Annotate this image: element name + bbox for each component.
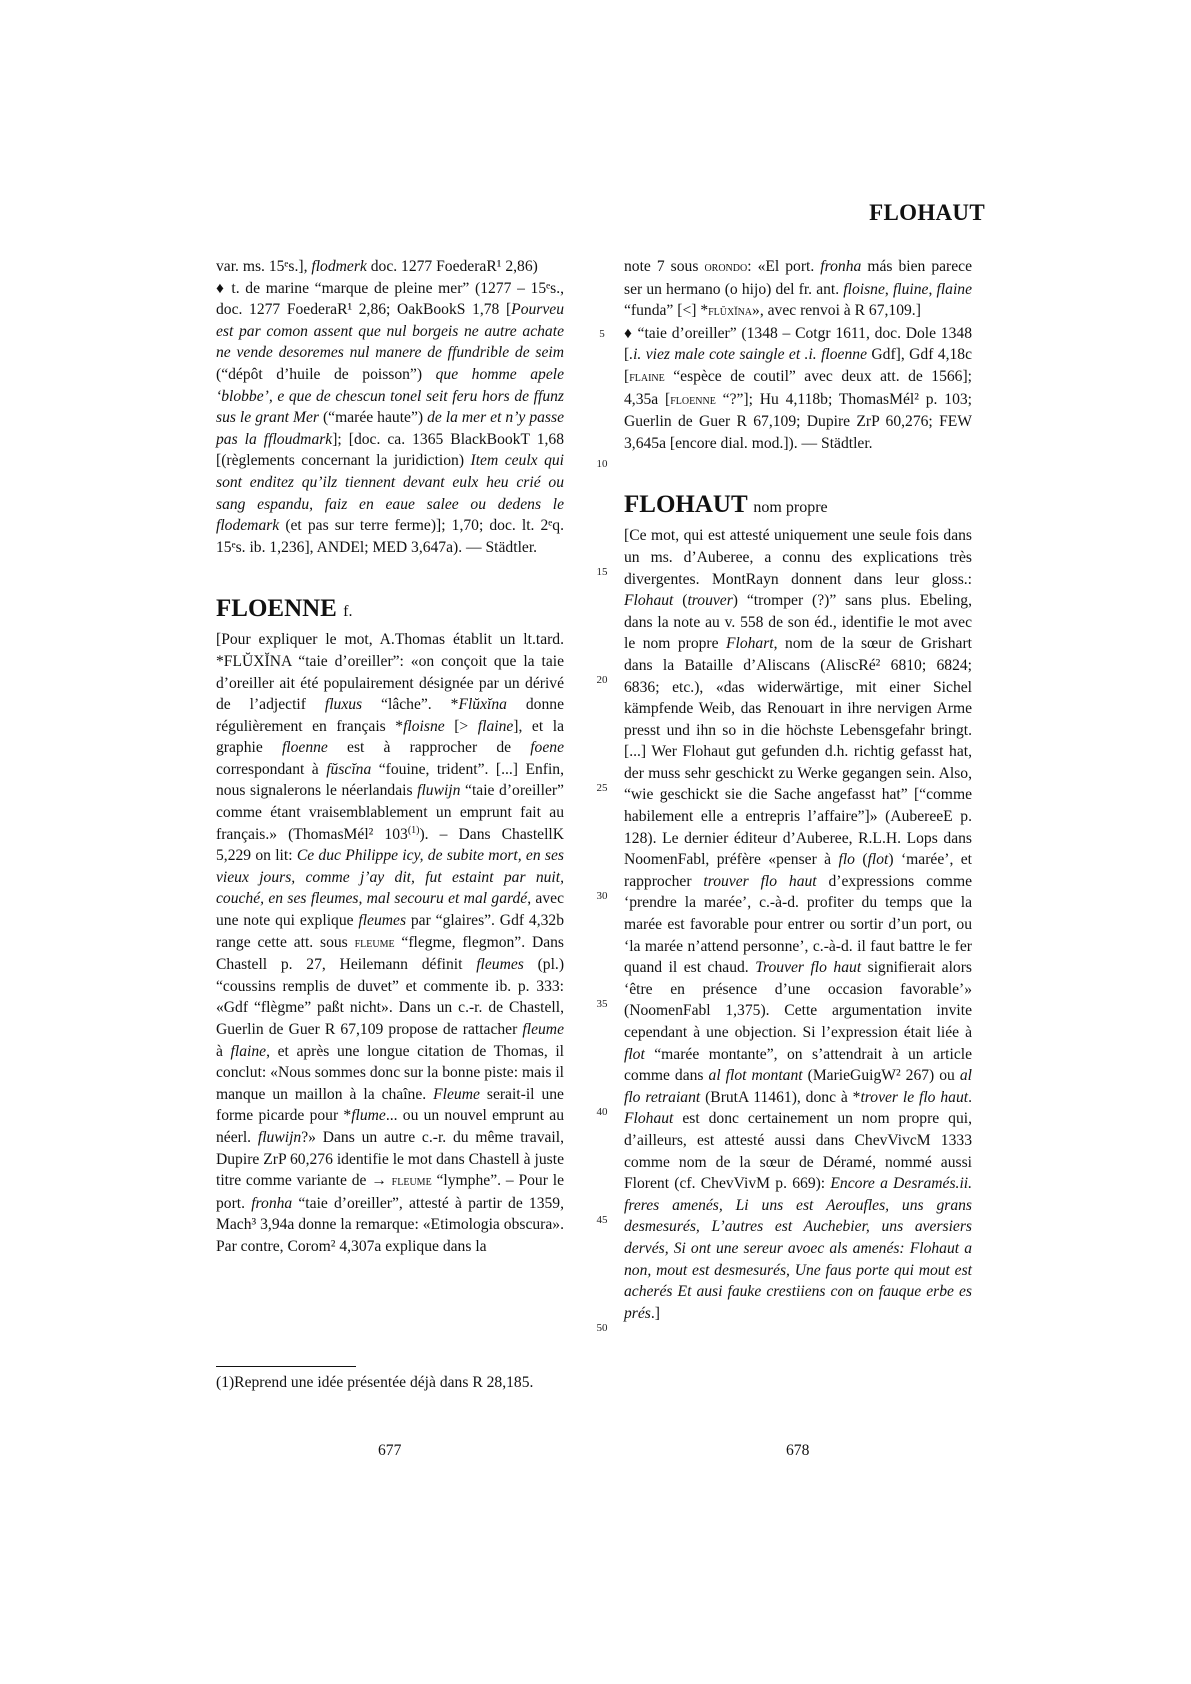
italic-text: fluwijn <box>417 782 461 800</box>
entry-heading <box>624 490 972 523</box>
italic-text: flo <box>838 851 855 869</box>
italic-text: Encore a Desramés.ii. freres amenés, Li uns est Aeroufles, uns grans desmesurés, L’autres est Auchebier, uns aversiers dervés, Si ont une sereur avoec als amenés: Flohaut a non, mout est desmesurés, Une faus porte qui mout est acherés Et ausi fauke crestiiens con on fauque erbe es prés <box>624 1175 973 1322</box>
italic-text: foene <box>530 739 564 757</box>
italic-text: al flot montant <box>708 1067 803 1085</box>
line-number: 25 <box>596 782 608 794</box>
italic-text: flaine <box>936 280 973 298</box>
text-run: var. ms. 15ᵉs.], <box>216 258 312 275</box>
text-run: , et après une longue citation de Thomas, il conclut: «Nous sommes donc sur la bonne piste: mais il manque un maillon à la chaîne. <box>216 1042 564 1103</box>
text-run: FLOHAUT <box>624 491 748 519</box>
italic-text: Flohaut <box>624 1110 674 1128</box>
entry-heading <box>216 594 564 627</box>
text-run: “lâche”. * <box>362 696 459 714</box>
text-run: par “glaires”. Gdf 4,32b range cette att. sous <box>216 912 564 951</box>
text-run: “fouine, trident”. [...] Enfin, nous signalerons le néerlandais <box>216 760 564 800</box>
footnote-rule <box>216 1366 356 1367</box>
line-number: 15 <box>596 566 608 578</box>
text-run: [> <box>444 717 478 735</box>
line-number: 50 <box>596 1322 608 1334</box>
text-run: ?» Dans un autre c.-r. du même travail, Dupire ZrP 60,276 identifie le mot dans Chastell à juste titre comme variante de → <box>216 1128 564 1190</box>
text-run: “marée montante”, on s’attendrait à un article comme dans <box>624 1045 972 1085</box>
italic-text: fluine <box>892 280 929 298</box>
italic-text: al flo retraiant <box>624 1067 973 1106</box>
text-run: correspondant à <box>216 760 327 778</box>
italic-text: fluwijn <box>257 1128 302 1146</box>
italic-text: floenne <box>281 739 328 757</box>
italic-text: Fleume <box>433 1085 480 1103</box>
italic-text: que homme apele ‘blobbe’, e que de chescun tonel seit feru hors de ffunz sus le grant Mer <box>216 365 564 427</box>
italic-text: trouver <box>687 592 733 610</box>
text-run: (“marée haute”) <box>318 409 428 427</box>
footnote: (1)Reprend une idée présentée déjà dans R 28,185. <box>216 1374 534 1391</box>
text-run: FLOENNE <box>216 595 337 623</box>
text-run: “lymphe”. – Pour le port. <box>216 1172 564 1212</box>
italic-text: floisne <box>403 717 445 735</box>
line-number: 10 <box>596 458 608 470</box>
italic-text: fluxus <box>324 696 363 714</box>
running-head: FLOHAUT <box>869 200 985 225</box>
italic-text: floisne <box>843 280 885 298</box>
text-run: serait-il une forme picarde pour * <box>216 1085 564 1125</box>
text-run: , avec une note qui explique <box>216 890 564 930</box>
text-run: [Pour expliquer le mot, A.Thomas établit un lt.tard. *FLŬXĬNA “taie d’oreiller”: «on conçoit que la taie d’oreiller ait été populairement désignée par un dérivé de l’adjectif <box>216 631 564 714</box>
text-run: », avec renvoi à R 67,109.] <box>752 302 921 320</box>
text-run: signifierait alors ‘être en présence d’une occasion favorable’» (NoomenFabl 1,375). Cette argumentation invite cependant à une objection. Si l’expression était liée à <box>624 959 972 1041</box>
text-run: . <box>968 1088 972 1106</box>
etymology-paragraph <box>216 629 564 1257</box>
italic-text: fronha <box>820 258 862 275</box>
continuation-paragraph <box>624 256 972 323</box>
page-number-left: 677 <box>378 1442 402 1459</box>
italic-text: Flohart <box>725 635 774 653</box>
text-run: nom propre <box>753 499 828 517</box>
italic-text: trover le flo haut <box>860 1088 969 1106</box>
text-run: (pl.) “coussins remplis de duvet” et commente ib. p. 333: «Gdf “flègme” paßt nicht». Dans un c.-r. de Chastell, Guerlin de Guer R 67,109 propose de rattacher <box>216 956 565 1038</box>
italic-text: fŭscĭna <box>326 760 372 778</box>
line-number: 40 <box>596 1106 608 1118</box>
text-run: ( <box>673 592 688 610</box>
italic-text: fronha <box>251 1194 293 1212</box>
italic-text: flaine <box>230 1042 267 1060</box>
smallcaps-text: flŭxĭna <box>708 304 753 320</box>
text-run: “taie d’oreiller” comme étant vraisemblablement un emprunt fait au français.» (ThomasMél² 103 <box>216 782 564 843</box>
text-run: ). – Dans ChastellK 5,229 on lit: <box>216 825 564 865</box>
text-run: est donc certainement un nom propre qui, d’ailleurs, est attesté aussi dans ChevVivcM 1333 comme nom de la sœur de Déramé, nommé aussi Florent (cf. ChevVivM p. 669): <box>624 1110 972 1193</box>
text-run: donne régulièrement en français * <box>216 696 564 735</box>
text-run: ]; [doc. ca. 1365 BlackBookT 1,68 [(règlements concernant la juridiction) <box>216 430 564 470</box>
text-run: ... ou un nouvel emprunt au néerl. <box>216 1107 564 1146</box>
italic-text: flot <box>624 1045 645 1063</box>
smallcaps-text: floenne <box>670 392 716 408</box>
text-run: (“dépôt d’huile de poisson”) <box>216 365 436 383</box>
line-number: 45 <box>596 1214 608 1226</box>
text-run: ♦ t. de marine “marque de pleine mer” (1277 – 15ᵉs., doc. 1277 FoederaR¹ 2,86; OakBookS 1,78 [ <box>216 279 564 319</box>
right-column <box>624 256 972 1324</box>
italic-text: de la mer et n’y passe pas la ffloudmark <box>216 409 564 448</box>
smallcaps-text: flaine <box>629 369 665 385</box>
text-run: , <box>884 280 893 298</box>
smallcaps-text: orondo <box>704 260 748 275</box>
text-run: note 7 sous <box>624 258 705 275</box>
italic-text: fleumes <box>476 956 524 974</box>
text-run: (MarieGuigW² 267) ou <box>802 1067 960 1085</box>
text-run: : «El port. <box>747 258 821 275</box>
text-run: ) “tromper (?)” sans plus. Ebeling, dans la note au v. 558 de son éd., identifie le mot avec le nom propre <box>624 592 972 653</box>
line-number: 5 <box>599 328 605 340</box>
text-run: à <box>216 1042 231 1060</box>
sense-paragraph <box>216 278 564 559</box>
italic-text: flaine <box>477 717 514 735</box>
text-run: más bien parece ser un hermano (o hijo) del fr. ant. <box>624 258 972 298</box>
text-run: .] <box>650 1304 660 1322</box>
sense-paragraph <box>624 323 972 455</box>
italic-text: fleumes <box>358 912 407 930</box>
text-run: “?”]; Hu 4,118b; ThomasMél² p. 103; Guerlin de Guer R 67,109; Dupire ZrP 60,276; FEW 3,645a [encore dial. mod.]). — Städtler. <box>624 390 972 452</box>
italic-text: Pourveu est par comon assent que nul borgeis ne autre achate ne vende desoremes nul manere de ffundrible de seim <box>216 301 564 362</box>
text-run: “taie d’oreiller”, attesté à partir de 1359, Mach³ 3,94a donne la remarque: «Etimologia obscura». Par contre, Corom² 4,307a explique dans la <box>216 1194 565 1255</box>
italic-text: Item ceulx qui sont enditez qu’ilz tiennent devant eulx heu crié ou sang espandu, faiz en eaue salee ou dedens le flodemark <box>216 452 564 535</box>
italic-text: flume <box>351 1107 386 1125</box>
footnote-ref[interactable]: (1) <box>407 824 420 836</box>
text-run: ( <box>854 851 868 869</box>
text-run: [Ce mot, qui est attesté uniquement une seule fois dans un ms. d’Auberee, a connu des explications très divergentes. MontRayn donnent dans leur gloss.: <box>624 527 972 588</box>
italic-text: Flŭxĭna <box>458 696 507 714</box>
italic-text: Ce duc Philippe icy, de subite mort, en ses vieux jours, comme j’ay dit, fut estaint par nuit, couché, en ses fleumes, mal secouru et mal gardé <box>216 847 564 908</box>
etymology-paragraph <box>624 525 972 1324</box>
text-run: (BrutA 11461), donc à * <box>700 1088 861 1106</box>
text-run: d’expressions comme ‘prendre la marée’, c.-à-d. profiter du temps que la marée est favorable pour entrer ou sortir d’un port, ou ‘la marée n’attend personne’, c.-à-d. il faut battre le fer quand il est chaud. <box>624 872 972 977</box>
text-run: Gdf], Gdf 4,18c [ <box>624 346 973 385</box>
text-run: est à rapprocher de <box>327 739 531 757</box>
line-number: 20 <box>596 674 608 686</box>
italic-text: flodmerk <box>311 258 367 275</box>
line-number: 35 <box>596 998 608 1010</box>
text-run: “espèce de coutil” avec deux att. de 1566]; 4,35a [ <box>624 367 972 408</box>
italic-text: flot <box>867 851 889 869</box>
text-run: ], et la graphie <box>216 717 564 757</box>
text-run: (et pas sur terre ferme)]; 1,70; doc. lt. 2ᵉq. 15ᵉs. ib. 1,236], ANDEl; MED 3,647a). — Städtler. <box>216 517 564 556</box>
italic-text: Trouver flo haut <box>755 959 862 977</box>
text-run: ) ‘marée’, et rapprocher <box>624 851 972 890</box>
italic-text: .i. viez male cote saingle et .i. floenne <box>629 346 867 364</box>
continuation-paragraph <box>216 256 564 278</box>
text-run: , nom de la sœur de Grishart dans la Bataille d’Aliscans (AliscRé² 6810; 6824; 6836; etc.), «das widerwärtige, mit einer Sichel kämpfende Weib, das Renouart in ihre nervigen Arme presst und ihn so in die höchste Lebensgefahr bringt. [...] Wer Flohaut gut gefunden d.h. richtig gefasst hat, der muss sehr geschickt zu Werke gegangen sein. Also, “wie geschickt sie die Sache angefasst hat” [“comme habilement elle a entrepris l’affaire”]» (AubereeE p. 128). Le dernier éditeur d’Auberee, R.L.H. Lops dans NoomenFabl, préfère «penser à <box>624 635 972 869</box>
page-number-right: 678 <box>786 1442 810 1459</box>
text-run: “funda” [<] * <box>624 302 709 320</box>
smallcaps-text: fleume <box>391 1174 432 1190</box>
line-number: 30 <box>596 890 608 902</box>
italic-text: fleume <box>522 1021 564 1038</box>
text-run: doc. 1277 FoederaR¹ 2,86) <box>366 258 538 275</box>
text-run: , <box>928 280 937 298</box>
text-run: “flegme, flegmon”. Dans Chastell p. 27, Heilemann définit <box>216 933 564 974</box>
italic-text: trouver flo haut <box>703 872 817 890</box>
left-column <box>216 256 564 1258</box>
italic-text: Flohaut <box>624 592 674 610</box>
text-run: f. <box>343 603 353 621</box>
smallcaps-text: fleume <box>354 935 395 951</box>
text-run: ♦ “taie d’oreiller” (1348 – Cotgr 1611, doc. Dole 1348 [ <box>624 324 972 364</box>
